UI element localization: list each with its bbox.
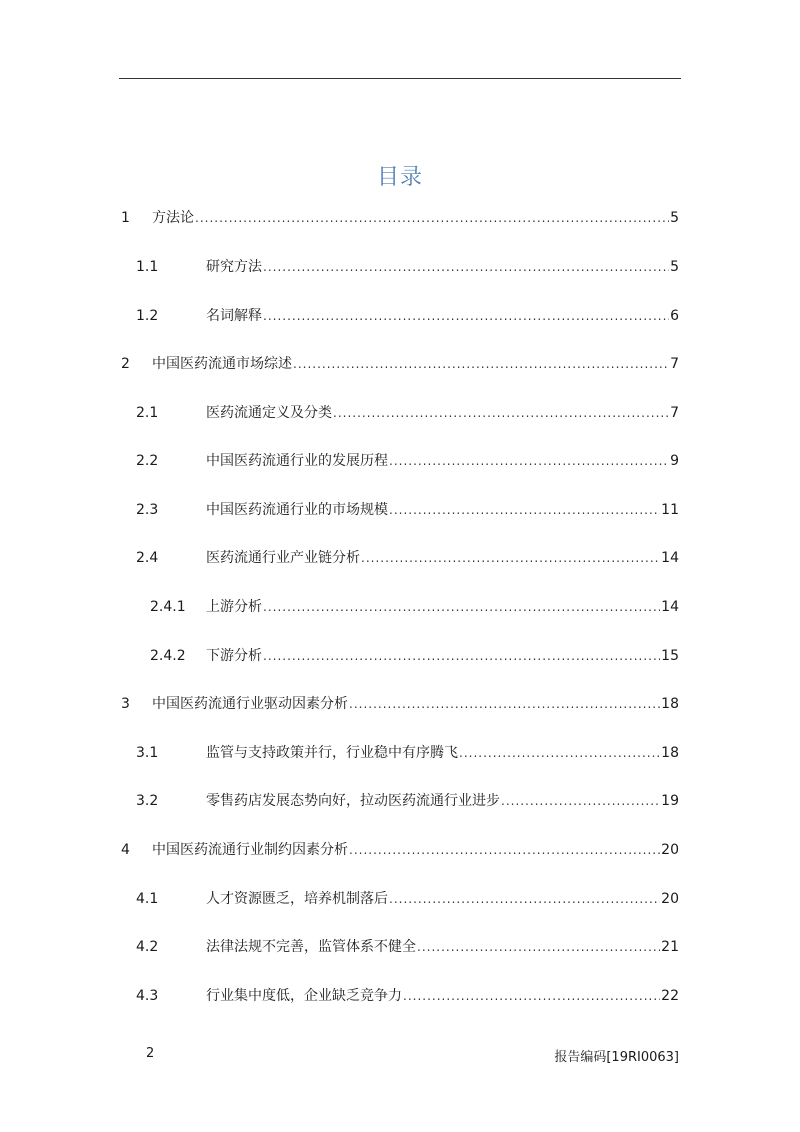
toc-entry-title: 中国医药流通行业的发展历程 (206, 453, 388, 469)
toc-entry-number: 3 (121, 696, 130, 712)
dot-leader (349, 694, 660, 714)
dot-leader (417, 937, 660, 957)
toc-entry-page: 6 (670, 308, 679, 324)
toc-entry-page: 20 (661, 842, 679, 858)
toc-entry-number: 2.3 (136, 502, 159, 518)
toc-entry[interactable] (136, 257, 679, 277)
toc-entry[interactable] (121, 354, 679, 374)
toc-entry-title: 下游分析 (206, 648, 262, 664)
toc-entry-title: 人才资源匮乏，培养机制落后 (206, 891, 388, 907)
toc-entry-number: 2.4.1 (150, 599, 186, 615)
toc-entry-title: 医药流通行业产业链分析 (206, 550, 360, 566)
toc-entry-title: 中国医药流通行业的市场规模 (206, 502, 388, 518)
toc-entry-page: 14 (661, 550, 679, 566)
toc-entry-number: 3.1 (136, 745, 159, 761)
toc-entry[interactable] (136, 937, 679, 957)
dot-leader (263, 597, 660, 617)
toc-entry-title: 中国医药流通市场综述 (152, 356, 292, 372)
toc-entry-number: 3.2 (136, 793, 159, 809)
dot-leader (389, 889, 660, 909)
toc-entry-page: 5 (670, 210, 679, 226)
dot-leader (501, 791, 660, 811)
toc-entry-page: 20 (661, 891, 679, 907)
dot-leader (263, 306, 669, 326)
toc-entry-page: 19 (661, 793, 679, 809)
toc-entry-title: 法律法规不完善，监管体系不健全 (206, 939, 416, 955)
toc-entry-title: 行业集中度低，企业缺乏竞争力 (206, 988, 402, 1004)
toc-entry-page: 21 (661, 939, 679, 955)
toc-entry[interactable] (150, 646, 679, 666)
toc-entry-number: 4.2 (136, 939, 159, 955)
toc-entry-title: 中国医药流通行业制约因素分析 (152, 842, 348, 858)
dot-leader (459, 743, 660, 763)
toc-entry[interactable] (136, 743, 679, 763)
dot-leader (349, 840, 660, 860)
toc-entry-number: 4 (121, 842, 130, 858)
toc-entry-page: 5 (670, 259, 679, 275)
dot-leader (389, 451, 669, 471)
toc-entry[interactable] (136, 500, 679, 520)
toc-entry-number: 1.1 (136, 259, 159, 275)
toc-entry-page: 15 (661, 648, 679, 664)
toc-entry[interactable] (136, 306, 679, 326)
dot-leader (263, 646, 660, 666)
toc-entry-number: 4.1 (136, 891, 159, 907)
toc-entry-number: 2.4 (136, 550, 159, 566)
dot-leader (293, 354, 669, 374)
toc-entry-title: 医药流通定义及分类 (206, 405, 332, 421)
header-rule (119, 78, 681, 79)
toc-entry-number: 2.1 (136, 405, 159, 421)
toc-entry[interactable] (121, 694, 679, 714)
footer-report-code: 报告编码[19RI0063] (554, 1050, 679, 1065)
toc-entry-title: 方法论 (152, 210, 194, 226)
dot-leader (195, 208, 669, 228)
toc-entry-page: 14 (661, 599, 679, 615)
toc-entry-number: 1 (121, 210, 130, 226)
toc-entry-number: 4.3 (136, 988, 159, 1004)
toc-entry-title: 名词解释 (206, 308, 262, 324)
footer-page-number: 2 (146, 1046, 155, 1061)
toc-entry-title: 零售药店发展态势向好，拉动医药流通行业进步 (206, 793, 500, 809)
toc-title: 目录 (376, 165, 423, 190)
toc-entry-page: 18 (661, 745, 679, 761)
toc-entry[interactable] (136, 451, 679, 471)
dot-leader (263, 257, 669, 277)
toc-entry-page: 11 (661, 502, 679, 518)
toc-entry-page: 18 (661, 696, 679, 712)
dot-leader (333, 403, 669, 423)
toc-entry[interactable] (136, 889, 679, 909)
toc-entry[interactable] (136, 791, 679, 811)
toc-entry-title: 研究方法 (206, 259, 262, 275)
toc-entry-number: 1.2 (136, 308, 159, 324)
toc-entry[interactable] (136, 986, 679, 1006)
dot-leader (403, 986, 660, 1006)
toc-entry-title: 监管与支持政策并行，行业稳中有序腾飞 (206, 745, 458, 761)
toc-entry[interactable] (150, 597, 679, 617)
toc-entry-number: 2.4.2 (150, 648, 186, 664)
toc-entry-number: 2 (121, 356, 130, 372)
toc-entry[interactable] (121, 840, 679, 860)
toc-entry-page: 9 (670, 453, 679, 469)
toc-entry-page: 7 (670, 405, 679, 421)
toc-entry[interactable] (121, 208, 679, 228)
toc-entry-page: 22 (661, 988, 679, 1004)
toc-entry-number: 2.2 (136, 453, 159, 469)
toc-entry-title: 上游分析 (206, 599, 262, 615)
toc-entry-page: 7 (670, 356, 679, 372)
toc-entry[interactable] (136, 403, 679, 423)
dot-leader (361, 548, 660, 568)
toc-entry[interactable] (136, 548, 679, 568)
toc-entry-title: 中国医药流通行业驱动因素分析 (152, 696, 348, 712)
dot-leader (389, 500, 660, 520)
